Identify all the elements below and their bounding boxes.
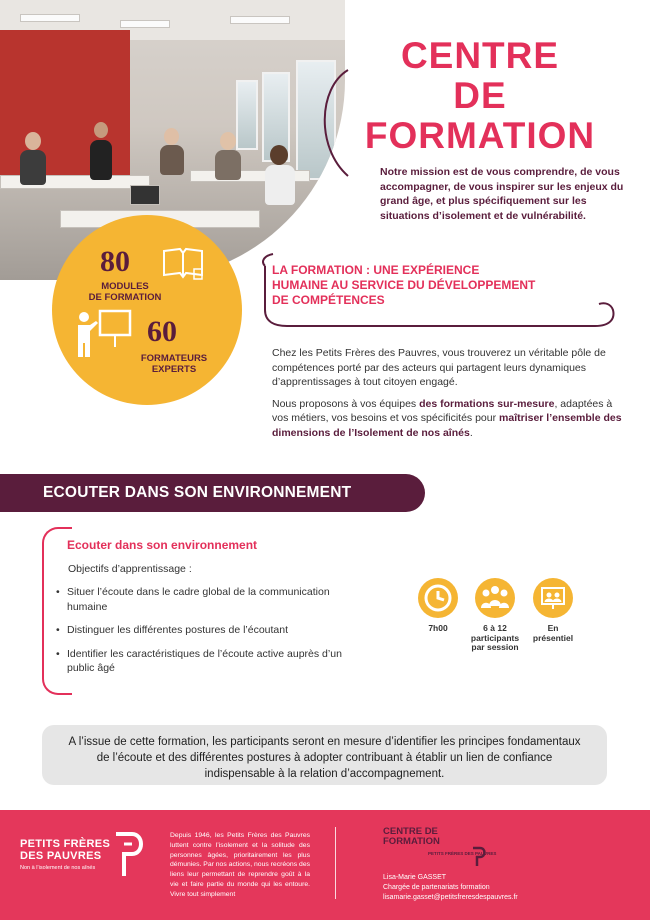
clock-icon — [418, 578, 458, 618]
modules-count: 80 — [100, 245, 130, 278]
participants-label: 6 à 12 participants par session — [470, 623, 520, 652]
footer-centre-formation-logo: CENTRE DE FORMATION — [383, 826, 440, 847]
page-title — [330, 36, 630, 156]
footer-cf-subtitle: PETITS FRÈRES DES PAUVRES — [428, 851, 497, 856]
formation-body — [272, 346, 627, 447]
formation-heading: LA FORMATION : UNE EXPÉRIENCE HUMAINE AU SERVICE DU DÉVELOPPEMENT DE COMPÉTENCES — [272, 263, 536, 307]
footer-logo-text: PETITS FRÈRES DES PAUVRES — [20, 838, 111, 862]
footer-tagline: Non à l’isolement de nos aînés — [20, 865, 96, 871]
pfp-logo-icon — [110, 830, 150, 880]
list-item: • Distinguer les différentes postures de l’écoutant — [56, 623, 356, 638]
contact-email[interactable]: lisamarie.gasset@petitsfreresdespauvres.fr — [383, 894, 518, 901]
section-banner-label: ECOUTER DANS SON ENVIRONNEMENT — [43, 484, 352, 501]
book-icon — [160, 243, 206, 283]
footer-divider — [335, 827, 336, 899]
contact-role: Chargée de partenariats formation — [383, 884, 490, 891]
list-item: • Identifier les caractéristiques de l’écoute active auprès d’un public âgé — [56, 647, 356, 676]
title-line-3: FORMATION — [364, 115, 596, 156]
conclusion-box — [42, 725, 607, 785]
presentiel-icon — [533, 578, 573, 618]
trainers-label: FORMATEURS EXPERTS — [140, 353, 208, 375]
objectives-list — [56, 585, 356, 685]
section-banner — [0, 474, 425, 512]
title-line-1: CENTRE — [400, 35, 560, 76]
participants-icon — [475, 578, 515, 618]
mission-statement: Notre mission est de vous comprendre, de vous accompagner, de vous inspirer sur les enjeux du grand âge, et plus spécifiquement sur les situations d’isolement et de vulnérabilité. — [380, 166, 624, 222]
modules-label: MODULES DE FORMATION — [88, 281, 162, 303]
objectives-label: Objectifs d’apprentissage : — [68, 563, 192, 575]
duration-label: 7h00 — [428, 623, 448, 633]
footer-contact — [383, 873, 518, 903]
list-item: • Situer l’écoute dans le cadre global de la communication humaine — [56, 585, 356, 614]
title-line-2: DE — [453, 75, 507, 116]
contact-name: Lisa-Marie GASSET — [383, 874, 447, 881]
pfp-small-logo-icon — [470, 846, 490, 868]
footer-about: Depuis 1946, les Petits Frères des Pauvres luttent contre l’isolement et la solitude des personnes âgées, prioritairement les plus démunies. Par nos actions, nous recréons des liens leur permettant de reprendre goût à la vie et faire partie du monde qui les entoure. Vivre tout simplement — [170, 832, 310, 898]
formation-paragraph-2: Nous proposons à vos équipes des formations sur-mesure, adaptées à vos métiers, vos besoins et vos spécificités pour maîtriser l’ensemble des dimensions de l’Isolement de nos aînés. — [272, 397, 622, 439]
footer — [0, 810, 650, 920]
conclusion-text: A l’issue de cette formation, les participants seront en mesure d’identifier les principes fondamentaux de l’écoute et des différentes postures à adopter contribuant à établir un lien de confiance indispensable à la relation d’accompagnement. — [68, 736, 581, 780]
trainers-count: 60 — [147, 315, 177, 348]
module-title: Ecouter dans son environnement — [67, 538, 258, 552]
stats-circle — [52, 215, 242, 405]
formation-paragraph-1: Chez les Petits Frères des Pauvres, vous trouverez un véritable pôle de compétences porté par des acteurs qui partagent leurs dynamiques d’apprentissages à tout citoyen engagé. — [272, 347, 606, 388]
mode-label: En présentiel — [532, 623, 574, 643]
